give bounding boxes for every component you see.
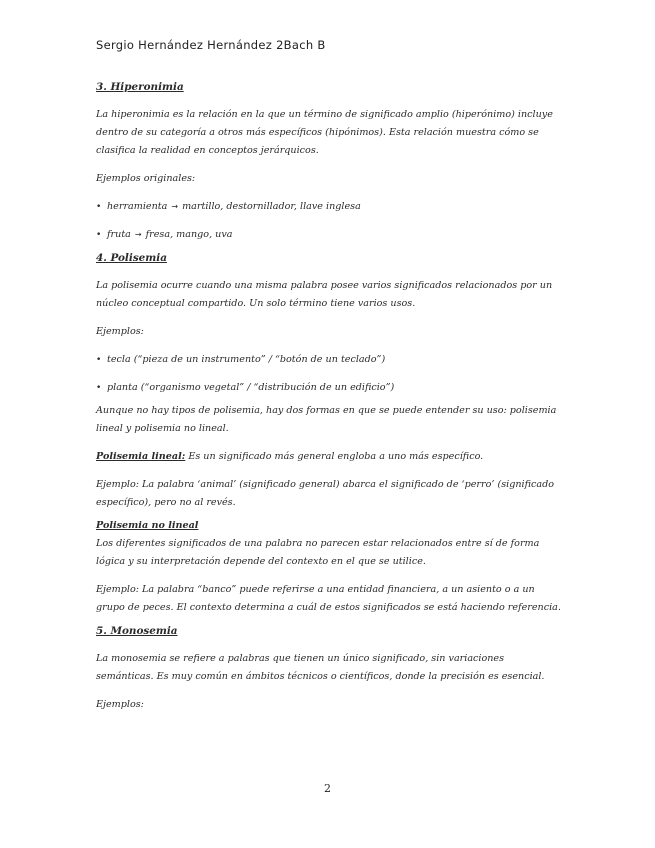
list-item — [96, 198, 564, 216]
page-number: 2 — [324, 782, 331, 795]
list-item — [96, 226, 564, 244]
polisemia-lineal-text: Es un significado más general engloba a uno más específico. — [185, 451, 484, 462]
section-heading-monosemia: 5. Monosemia — [96, 625, 178, 637]
page-header: Sergio Hernández Hernández 2Bach B — [96, 38, 326, 52]
arrow-right-icon: → — [171, 202, 179, 211]
polisemia-lineal-label: Polisemia lineal: — [96, 451, 186, 462]
polisemia-nolineal-label: Polisemia no lineal — [96, 520, 199, 531]
hiperonimia-body: La hiperonimia es la relación en la que un término de significado amplio (hiperónimo) incluye dentro de su categoría a otros más específicos (hipónimos). Esta relación muestra cómo se clasifica la realidad en conceptos jerárquicos. — [96, 109, 553, 156]
example-text: planta (“organismo vegetal” / “distribución de un edificio”) — [107, 382, 395, 393]
list-item — [96, 379, 564, 397]
example-items: martillo, destornillador, llave inglesa — [182, 201, 361, 212]
section-heading-hiperonimia: 3. Hiperonimia — [96, 81, 184, 93]
polisemia-examples-label: Ejemplos: — [96, 326, 144, 337]
monosemia-body: La monosemia se refiere a palabras que tienen un único significado, sin variaciones semánticas. Es muy común en ámbitos técnicos o científicos, donde la precisión es esencial. — [96, 653, 545, 682]
example-term: fruta — [107, 229, 131, 240]
polisemia-body: La polisemia ocurre cuando una misma palabra posee varios significados relacionados por un núcleo conceptual compartido. Un solo término tiene varios usos. — [96, 280, 553, 309]
example-term: herramienta — [107, 201, 168, 212]
hiperonimia-examples-label: Ejemplos originales: — [96, 173, 196, 184]
polisemia-nolineal-example: Ejemplo: La palabra “banco” puede referirse a una entidad financiera, a un asiento o a un grupo de peces. El contexto determina a cuál de estos significados se está haciendo referencia. — [96, 584, 561, 613]
bullet-icon: • — [96, 230, 102, 240]
section-heading-polisemia: 4. Polisemia — [96, 252, 167, 264]
monosemia-examples-label: Ejemplos: — [96, 699, 144, 710]
polisemia-lineal-example: Ejemplo: La palabra ‘animal’ (significado general) abarca el significado de ‘perro’ (significado específico), pero no al revés. — [96, 479, 554, 508]
example-text: tecla (“pieza de un instrumento” / “botón de un teclado”) — [107, 354, 386, 365]
polisemia-lineal — [96, 448, 564, 466]
bullet-icon: • — [96, 383, 102, 393]
bullet-icon: • — [96, 202, 102, 212]
polisemia-note: Aunque no hay tipos de polisemia, hay dos formas en que se puede entender su uso: polisemia lineal y polisemia no lineal. — [96, 405, 557, 434]
list-item — [96, 351, 564, 369]
bullet-icon: • — [96, 355, 102, 365]
polisemia-nolineal-text: Los diferentes significados de una palabra no parecen estar relacionados entre sí de forma lógica y su interpretación depende del contexto en el que se utilice. — [96, 538, 540, 567]
arrow-right-icon: → — [134, 230, 142, 239]
page-content — [96, 78, 564, 714]
example-items: fresa, mango, uva — [145, 229, 233, 240]
